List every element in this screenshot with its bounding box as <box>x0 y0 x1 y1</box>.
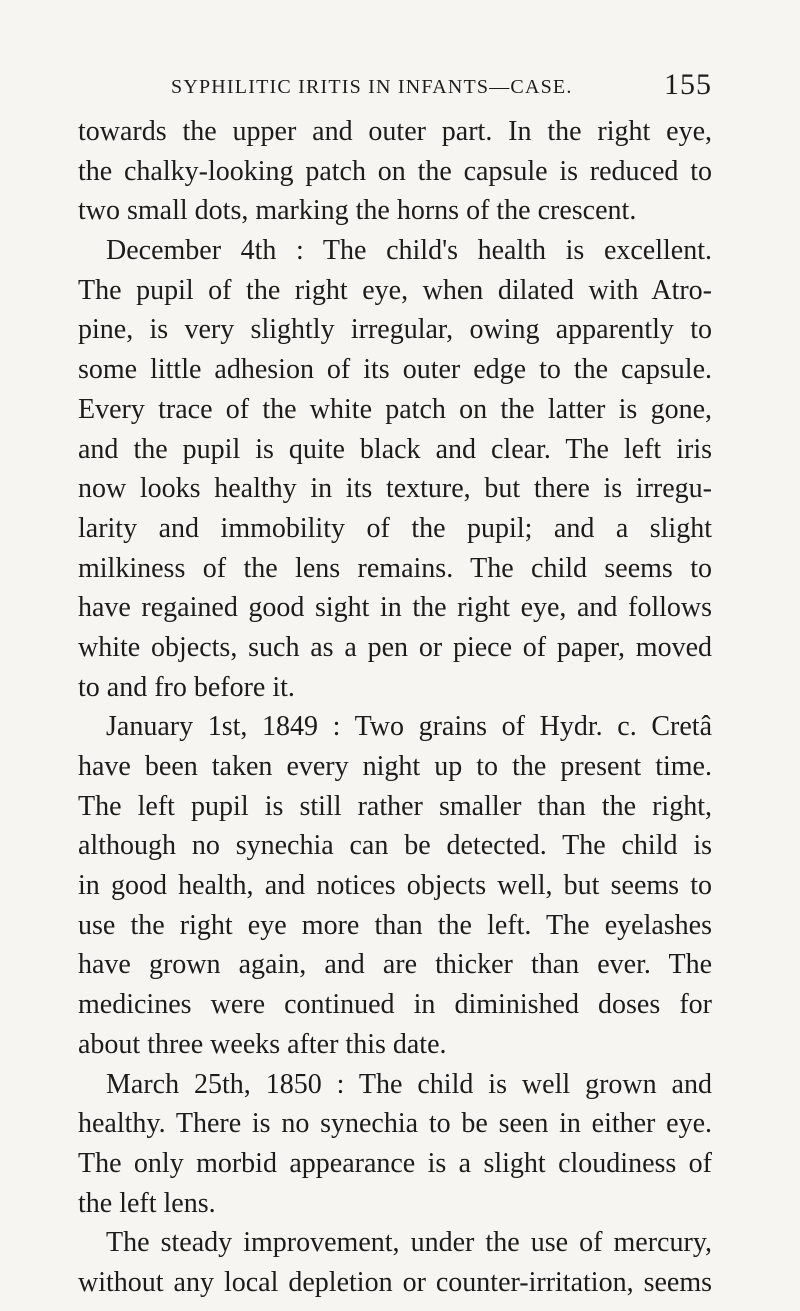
text-line: about three weeks after this date. <box>78 1028 447 1060</box>
text-line: March 25th, 1850 : The child is well grown and <box>106 1068 712 1100</box>
text-line: use the right eye more than the left. The eyelashes <box>78 909 712 941</box>
text-line: Every trace of the white patch on the latter is gone, <box>78 393 712 425</box>
page-number: 155 <box>664 68 712 101</box>
text-line: The pupil of the right eye, when dilated with Atro- <box>78 274 712 306</box>
text-line: The only morbid appearance is a slight cloudiness of <box>78 1147 712 1179</box>
text-line: although no synechia can be detected. The child is <box>78 830 712 862</box>
text-line: without any local depletion or counter-irritation, seems <box>78 1266 712 1298</box>
text-line: now looks healthy in its texture, but there is irregu- <box>78 473 712 505</box>
text-line: and the pupil is quite black and clear. The left iris <box>78 433 712 465</box>
text-line: December 4th : The child's health is excellent. <box>106 235 712 267</box>
text-line: The left pupil is still rather smaller than the right, <box>78 790 712 822</box>
text-line: some little adhesion of its outer edge to the capsule. <box>78 354 712 386</box>
text-line: towards the upper and outer part. In the right eye, <box>78 116 712 147</box>
text-line: The steady improvement, under the use of mercury, <box>106 1227 712 1259</box>
text-line: have been taken every night up to the present time. <box>78 751 712 782</box>
text-line: the chalky-looking patch on the capsule is reduced to <box>78 155 712 187</box>
text-line: pine, is very slightly irregular, owing apparently to <box>78 314 712 346</box>
text-line: white objects, such as a pen or piece of paper, moved <box>78 631 712 663</box>
text-line: larity and immobility of the pupil; and a slight <box>78 512 712 544</box>
text-line: milkiness of the lens remains. The child seems to <box>78 552 712 584</box>
text-line: to and fro before it. <box>78 671 295 703</box>
text-line: have grown again, and are thicker than ever. The <box>78 949 712 981</box>
text-line: January 1st, 1849 : Two grains of Hydr. c. Cretâ <box>106 711 712 743</box>
text-line: have regained good sight in the right eye, and follows <box>78 592 712 624</box>
text-line: two small dots, marking the horns of the crescent. <box>78 195 637 227</box>
running-title: SYPHILITIC IRITIS IN INFANTS—CASE. <box>171 76 573 98</box>
body-text <box>78 112 712 1303</box>
text-line: medicines were continued in diminished doses for <box>78 989 712 1021</box>
text-line: healthy. There is no synechia to be seen in either eye. <box>78 1108 712 1140</box>
text-line: the left lens. <box>78 1187 216 1219</box>
text-line: in good health, and notices objects well, but seems to <box>78 870 712 902</box>
running-head <box>78 62 712 108</box>
